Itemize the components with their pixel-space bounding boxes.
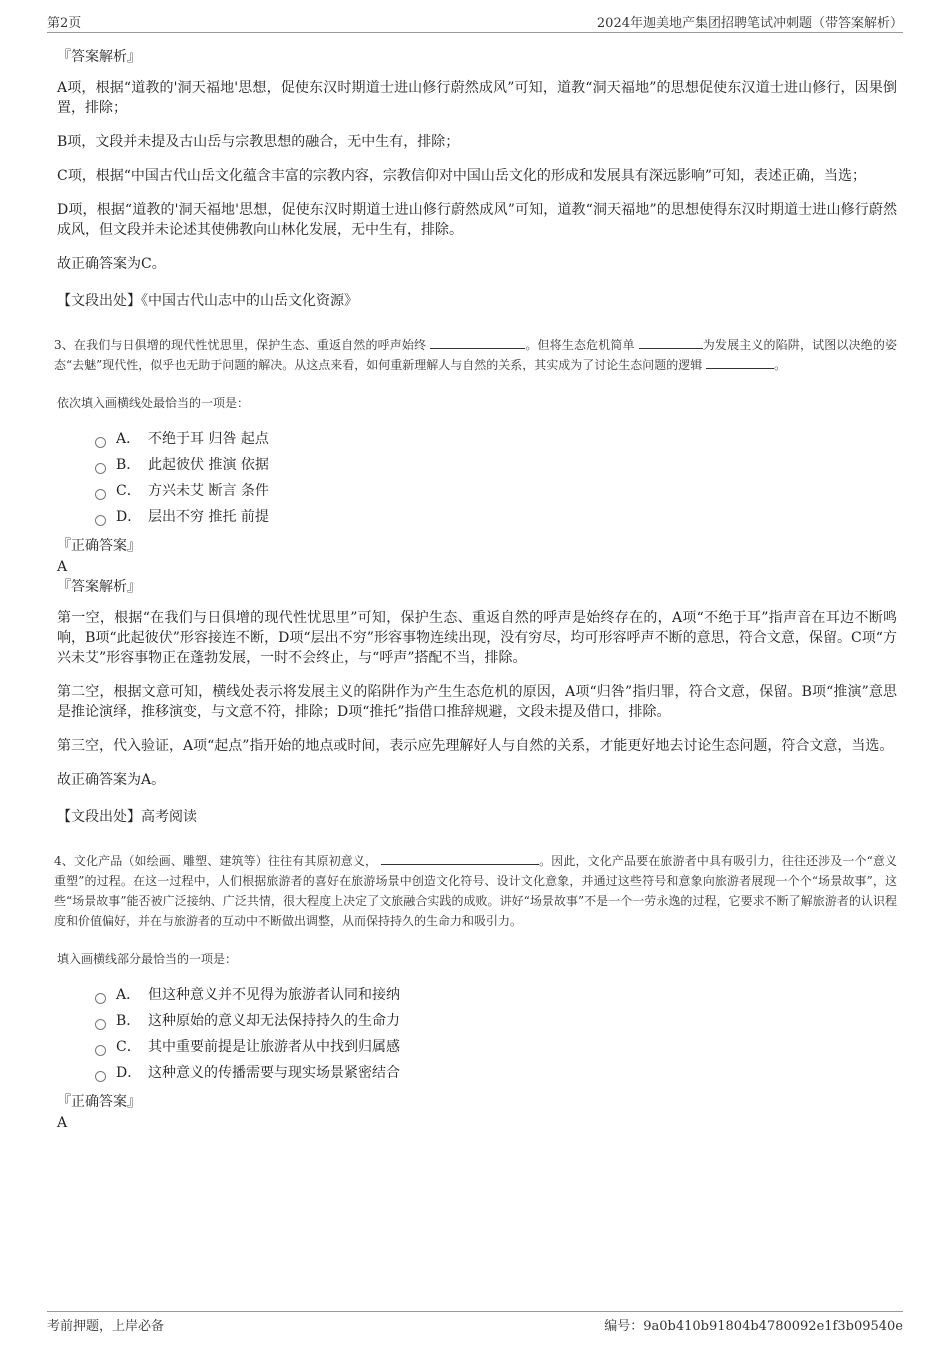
q3-text-1: 3、在我们与日俱增的现代性忧思里，保护生态、重返自然的呼声始终 xyxy=(54,338,427,352)
q3-option-b[interactable] xyxy=(95,452,897,478)
q4-correct-label: 『正确答案』 xyxy=(57,1094,141,1110)
q3-option-c[interactable] xyxy=(95,478,897,504)
q3-options xyxy=(95,426,897,530)
q4-option-a[interactable] xyxy=(95,982,897,1008)
q3-source: 【文段出处】高考阅读 xyxy=(57,809,197,825)
q4-option-c[interactable] xyxy=(95,1034,897,1060)
radio-icon[interactable] xyxy=(95,463,106,474)
page-header xyxy=(47,12,903,33)
option-text: 不绝于耳 归咎 起点 xyxy=(148,431,269,447)
q4-question xyxy=(54,851,897,931)
q2-analysis-paragraph: D项，根据“道教的'洞天福地'思想，促使东汉时期道士进山修行蔚然成风”可知，道教“洞天福地”的思想使得东汉时期道士进山修行蔚然成风，但文段并未论述其使佛教向山林化发展，无中生有，排除。 xyxy=(57,202,897,238)
document-id: 编号：9a0b410b91804b4780092e1f3b09540e xyxy=(604,1319,903,1334)
q3-blank-3 xyxy=(706,356,774,369)
radio-icon[interactable] xyxy=(95,993,106,1004)
q4-option-d[interactable] xyxy=(95,1060,897,1086)
document-title: 2024年迦美地产集团招聘笔试冲刺题（带答案解析） xyxy=(596,16,903,31)
q3-conclusion: 故正确答案为A。 xyxy=(57,772,166,788)
q4-text-2: 。因此，文化产品要在旅游者中具有吸引力，往往还涉及一个“意义重塑”的过程。在这一过程中，人们根据旅游者的喜好在旅游场景中创造文化符号、设计文化意象，并通过这些符号和意象向旅游者展现一个个“场景故事”，这些“场景故事”能否被广泛接纳、广泛共情，很大程度上决定了文旅融合实践的成败。讲好“场景故事”不是一个一劳永逸的过程，它要求不断了解旅游者的认识程度和价值偏好，并在与旅游者的互动中不断做出调整，从而保持持久的生命力和吸引力。 xyxy=(54,854,897,928)
q4-correct-answer: A xyxy=(57,1115,68,1131)
q4-option-b[interactable] xyxy=(95,1008,897,1034)
q3-correct-answer: A xyxy=(57,559,68,575)
q3-analysis-paragraph: 第一空，根据“在我们与日俱增的现代性忧思里”可知，保护生态、重返自然的呼声是始终存在的，A项“不绝于耳”指声音在耳边不断鸣响，B项“此起彼伏”形容接连不断，D项“层出不穷”形容事物连续出现，没有穷尽，均可形容呼声不断的意思，符合文意，保留。C项“方兴未艾”形容事物正在蓬勃发展，一时不会终止，与“呼声”搭配不当，排除。 xyxy=(57,610,897,666)
option-letter: C． xyxy=(116,1039,141,1055)
q3-text-4: 。 xyxy=(774,358,787,372)
option-text: 这种原始的意义却无法保持持久的生命力 xyxy=(148,1013,400,1029)
option-text: 这种意义的传播需要与现实场景紧密结合 xyxy=(148,1065,400,1081)
q2-analysis-paragraph: B项，文段并未提及古山岳与宗教思想的融合，无中生有，排除； xyxy=(57,134,460,150)
page-number: 第2页 xyxy=(47,16,82,31)
q3-question xyxy=(54,335,897,375)
q3-text-2: 。但将生态危机简单 xyxy=(525,338,635,352)
q3-analysis-label: 『答案解析』 xyxy=(57,579,141,595)
page-content xyxy=(54,47,897,1133)
q3-option-a[interactable] xyxy=(95,426,897,452)
option-letter: C． xyxy=(116,483,141,499)
q3-option-d[interactable] xyxy=(95,504,897,530)
option-letter: A． xyxy=(116,987,141,1003)
q3-analysis-paragraph: 第三空，代入验证，A项“起点”指开始的地点或时间，表示应先理解好人与自然的关系，才能更好地去讨论生态问题，符合文意，当选。 xyxy=(57,738,894,754)
q4-blank xyxy=(381,852,539,865)
q2-analysis-label: 『答案解析』 xyxy=(57,49,141,65)
q2-conclusion: 故正确答案为C。 xyxy=(57,256,166,272)
radio-icon[interactable] xyxy=(95,1019,106,1030)
q3-text-3: 为发展主义的陷阱，试图以决绝的姿态“去魅”现代性，似乎也无助于问题的解决。从这点来看，如何重新理解人与自然的关系，其实成为了讨论生态问题的逻辑 xyxy=(54,338,897,372)
q4-options xyxy=(95,982,897,1086)
footer-slogan: 考前押题，上岸必备 xyxy=(47,1319,165,1334)
q3-prompt: 依次填入画横线处最恰当的一项是： xyxy=(57,396,250,410)
radio-icon[interactable] xyxy=(95,437,106,448)
q2-source: 【文段出处】《中国古代山志中的山岳文化资源》 xyxy=(57,293,358,309)
radio-icon[interactable] xyxy=(95,489,106,500)
option-letter: B． xyxy=(116,1013,141,1029)
radio-icon[interactable] xyxy=(95,1071,106,1082)
option-text: 此起彼伏 推演 依据 xyxy=(148,457,269,473)
option-text: 其中重要前提是让旅游者从中找到归属感 xyxy=(148,1039,400,1055)
option-letter: D． xyxy=(116,509,142,525)
q3-correct-label: 『正确答案』 xyxy=(57,538,141,554)
radio-icon[interactable] xyxy=(95,515,106,526)
q3-blank-1 xyxy=(430,336,525,349)
option-letter: D． xyxy=(116,1065,142,1081)
option-text: 方兴未艾 断言 条件 xyxy=(148,483,269,499)
q4-prompt: 填入画横线部分最恰当的一项是： xyxy=(57,952,238,966)
option-letter: B． xyxy=(116,457,141,473)
q3-blank-2 xyxy=(639,336,703,349)
q3-analysis-paragraph: 第二空，根据文意可知，横线处表示将发展主义的陷阱作为产生生态危机的原因，A项“归咎”指归罪，符合文意，保留。B项“推演”意思是推论演绎，推移演变，与文意不符，排除；D项“推托”指借口推辞规避，文段未提及借口，排除。 xyxy=(57,684,897,720)
option-letter: A． xyxy=(116,431,141,447)
q2-analysis-paragraph: C项，根据“中国古代山岳文化蕴含丰富的宗教内容，宗教信仰对中国山岳文化的形成和发展具有深远影响”可知，表述正确，当选； xyxy=(57,168,867,184)
page-footer xyxy=(47,1311,903,1334)
option-text: 但这种意义并不见得为旅游者认同和接纳 xyxy=(148,987,400,1003)
q4-text-1: 4、文化产品（如绘画、雕塑、建筑等）往往有其原初意义， xyxy=(54,854,378,868)
q2-analysis-paragraph: A项，根据“道教的'洞天福地'思想，促使东汉时期道士进山修行蔚然成风”可知，道教“洞天福地”的思想促使东汉道士进山修行，因果倒置，排除； xyxy=(57,80,897,116)
radio-icon[interactable] xyxy=(95,1045,106,1056)
option-text: 层出不穷 推托 前提 xyxy=(148,509,269,525)
